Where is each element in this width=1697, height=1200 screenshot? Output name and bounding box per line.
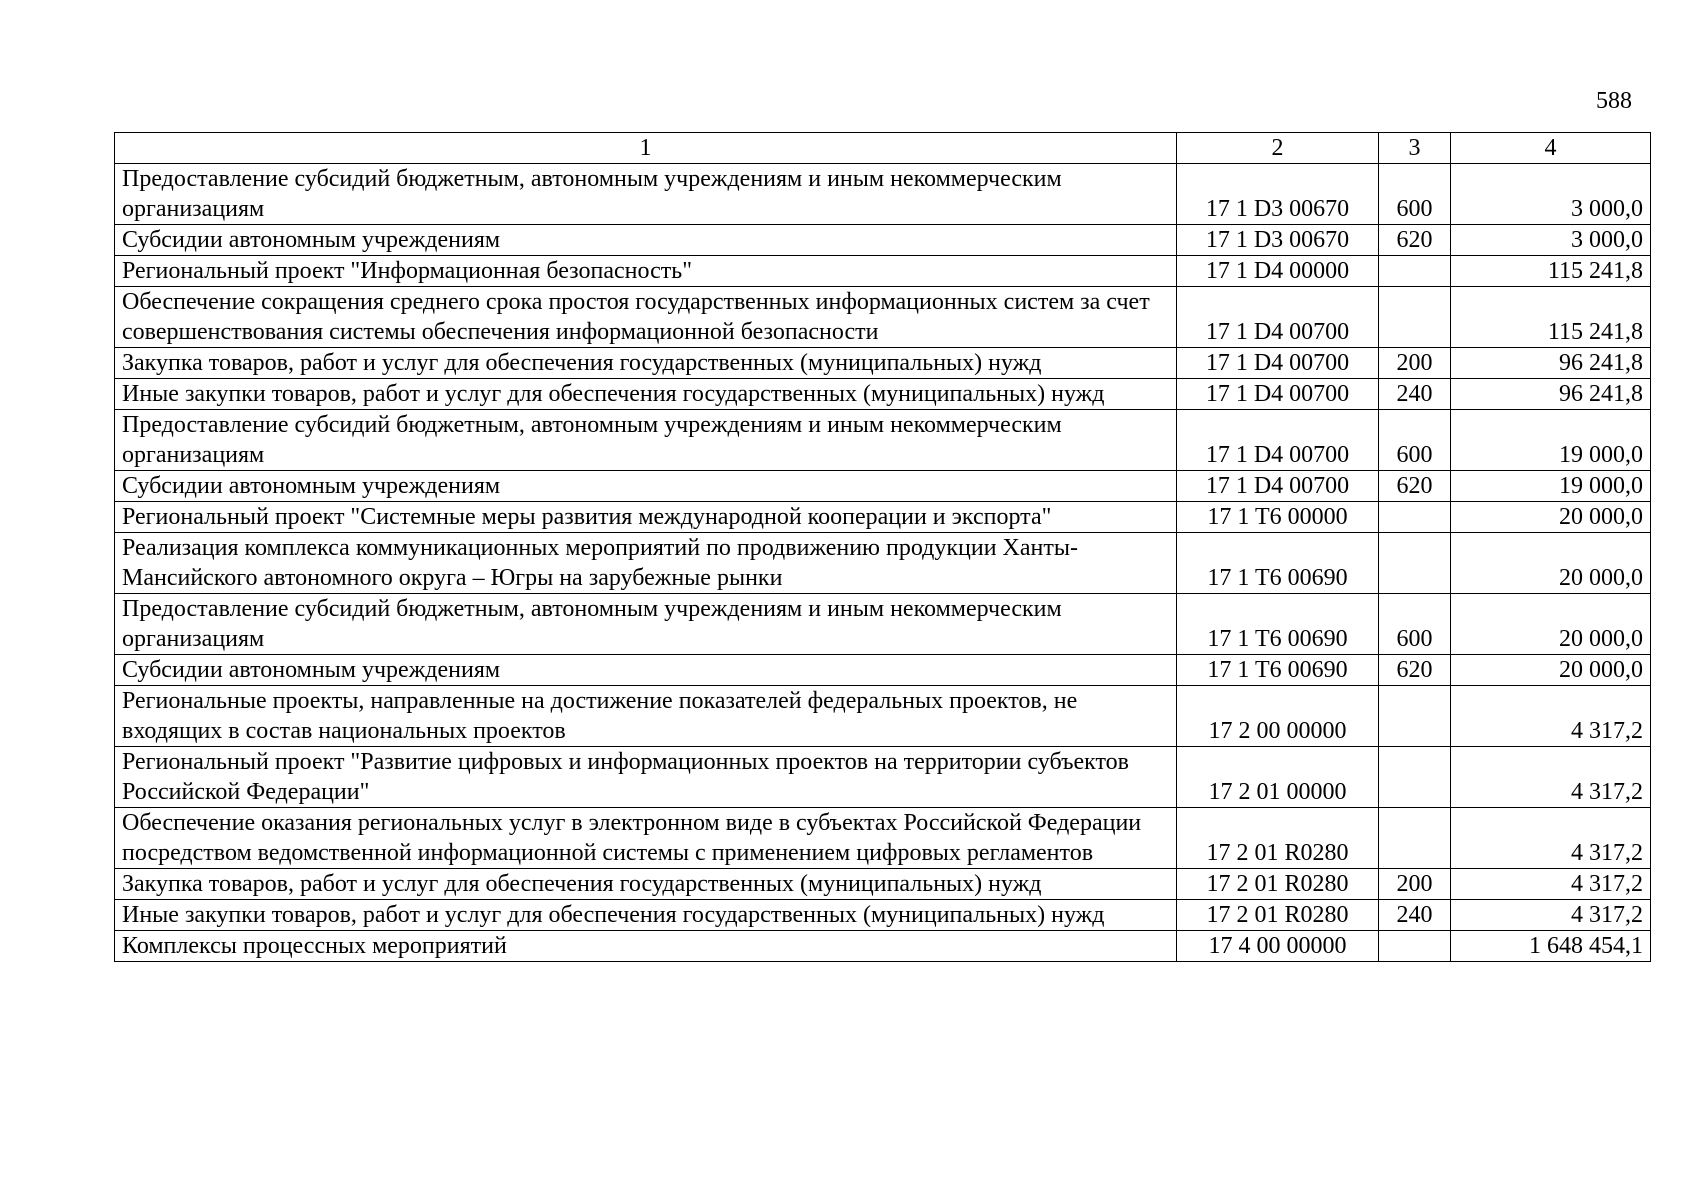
row-type-cell: 240 [1379,900,1451,931]
row-type-cell: 620 [1379,225,1451,256]
row-amount-cell: 4 317,2 [1451,747,1651,808]
table-row [115,256,1651,287]
column-header-amount: 4 [1451,133,1651,164]
row-type-cell [1379,256,1451,287]
row-type-cell [1379,533,1451,594]
table-row [115,655,1651,686]
table-row [115,502,1651,533]
row-type-cell [1379,747,1451,808]
row-amount-cell: 3 000,0 [1451,164,1651,225]
table-body [115,164,1651,962]
table-row [115,410,1651,471]
row-name-cell: Комплексы процессных мероприятий [115,931,1177,962]
row-amount-cell: 20 000,0 [1451,655,1651,686]
row-type-cell: 620 [1379,471,1451,502]
row-amount-cell: 20 000,0 [1451,502,1651,533]
row-name-cell: Обеспечение оказания региональных услуг в электронном виде в субъектах Российской Федерации посредством ведомственной информационной системы с применением цифровых регламентов [115,808,1177,869]
row-type-cell [1379,808,1451,869]
page-number: 588 [1596,88,1632,114]
row-amount-cell: 19 000,0 [1451,471,1651,502]
row-name-cell: Региональный проект "Развитие цифровых и информационных проектов на территории субъектов Российской Федерации" [115,747,1177,808]
table-row [115,869,1651,900]
row-amount-cell: 115 241,8 [1451,256,1651,287]
row-name-cell: Субсидии автономным учреждениям [115,471,1177,502]
row-code-cell: 17 1 T6 00690 [1177,655,1379,686]
row-amount-cell: 4 317,2 [1451,869,1651,900]
row-amount-cell: 20 000,0 [1451,533,1651,594]
row-amount-cell: 19 000,0 [1451,410,1651,471]
row-code-cell: 17 1 D3 00670 [1177,164,1379,225]
row-amount-cell: 1 648 454,1 [1451,931,1651,962]
row-type-cell: 240 [1379,379,1451,410]
row-name-cell: Региональный проект "Системные меры развития международной кооперации и экспорта" [115,502,1177,533]
row-type-cell: 620 [1379,655,1451,686]
row-name-cell: Закупка товаров, работ и услуг для обеспечения государственных (муниципальных) нужд [115,348,1177,379]
table-row [115,225,1651,256]
row-amount-cell: 115 241,8 [1451,287,1651,348]
table-row [115,471,1651,502]
row-type-cell: 200 [1379,869,1451,900]
row-name-cell: Предоставление субсидий бюджетным, автономным учреждениям и иным некоммерческим организациям [115,594,1177,655]
row-code-cell: 17 1 D3 00670 [1177,225,1379,256]
row-name-cell: Закупка товаров, работ и услуг для обеспечения государственных (муниципальных) нужд [115,869,1177,900]
header-row [115,133,1651,164]
row-name-cell: Предоставление субсидий бюджетным, автономным учреждениям и иным некоммерческим организациям [115,410,1177,471]
row-type-cell [1379,931,1451,962]
row-amount-cell: 4 317,2 [1451,686,1651,747]
row-code-cell: 17 2 01 R0280 [1177,900,1379,931]
table-row [115,287,1651,348]
row-code-cell: 17 2 01 R0280 [1177,869,1379,900]
row-name-cell: Субсидии автономным учреждениям [115,225,1177,256]
row-code-cell: 17 1 D4 00700 [1177,348,1379,379]
row-code-cell: 17 1 D4 00700 [1177,471,1379,502]
table-row [115,379,1651,410]
row-amount-cell: 4 317,2 [1451,900,1651,931]
row-code-cell: 17 1 T6 00000 [1177,502,1379,533]
row-amount-cell: 96 241,8 [1451,348,1651,379]
table-row [115,931,1651,962]
column-header-code: 2 [1177,133,1379,164]
row-code-cell: 17 2 01 R0280 [1177,808,1379,869]
row-type-cell [1379,502,1451,533]
row-code-cell: 17 2 01 00000 [1177,747,1379,808]
row-name-cell: Обеспечение сокращения среднего срока простоя государственных информационных систем за счет совершенствования системы обеспечения информационной безопасности [115,287,1177,348]
table-row [115,808,1651,869]
row-name-cell: Региональный проект "Информационная безопасность" [115,256,1177,287]
row-code-cell: 17 4 00 00000 [1177,931,1379,962]
row-amount-cell: 3 000,0 [1451,225,1651,256]
row-amount-cell: 4 317,2 [1451,808,1651,869]
row-type-cell: 600 [1379,410,1451,471]
row-name-cell: Реализация комплекса коммуникационных мероприятий по продвижению продукции Ханты-Мансийского автономного округа – Югры на зарубежные рынки [115,533,1177,594]
table-row [115,348,1651,379]
row-amount-cell: 20 000,0 [1451,594,1651,655]
table-row [115,164,1651,225]
table-row [115,900,1651,931]
row-type-cell: 600 [1379,164,1451,225]
row-code-cell: 17 1 D4 00000 [1177,256,1379,287]
row-code-cell: 17 1 T6 00690 [1177,594,1379,655]
row-type-cell [1379,287,1451,348]
table-row [115,747,1651,808]
row-code-cell: 17 1 D4 00700 [1177,379,1379,410]
row-code-cell: 17 2 00 00000 [1177,686,1379,747]
row-type-cell: 200 [1379,348,1451,379]
row-name-cell: Субсидии автономным учреждениям [115,655,1177,686]
row-code-cell: 17 1 D4 00700 [1177,410,1379,471]
row-name-cell: Предоставление субсидий бюджетным, автономным учреждениям и иным некоммерческим организациям [115,164,1177,225]
table-row [115,594,1651,655]
table-row [115,533,1651,594]
row-code-cell: 17 1 D4 00700 [1177,287,1379,348]
row-name-cell: Иные закупки товаров, работ и услуг для обеспечения государственных (муниципальных) нужд [115,900,1177,931]
row-code-cell: 17 1 T6 00690 [1177,533,1379,594]
budget-table [114,132,1651,962]
row-type-cell [1379,686,1451,747]
column-header-type: 3 [1379,133,1451,164]
row-name-cell: Иные закупки товаров, работ и услуг для обеспечения государственных (муниципальных) нужд [115,379,1177,410]
row-name-cell: Региональные проекты, направленные на достижение показателей федеральных проектов, не входящих в состав национальных проектов [115,686,1177,747]
column-header-name: 1 [115,133,1177,164]
row-type-cell: 600 [1379,594,1451,655]
table-header [115,133,1651,164]
row-amount-cell: 96 241,8 [1451,379,1651,410]
table-row [115,686,1651,747]
